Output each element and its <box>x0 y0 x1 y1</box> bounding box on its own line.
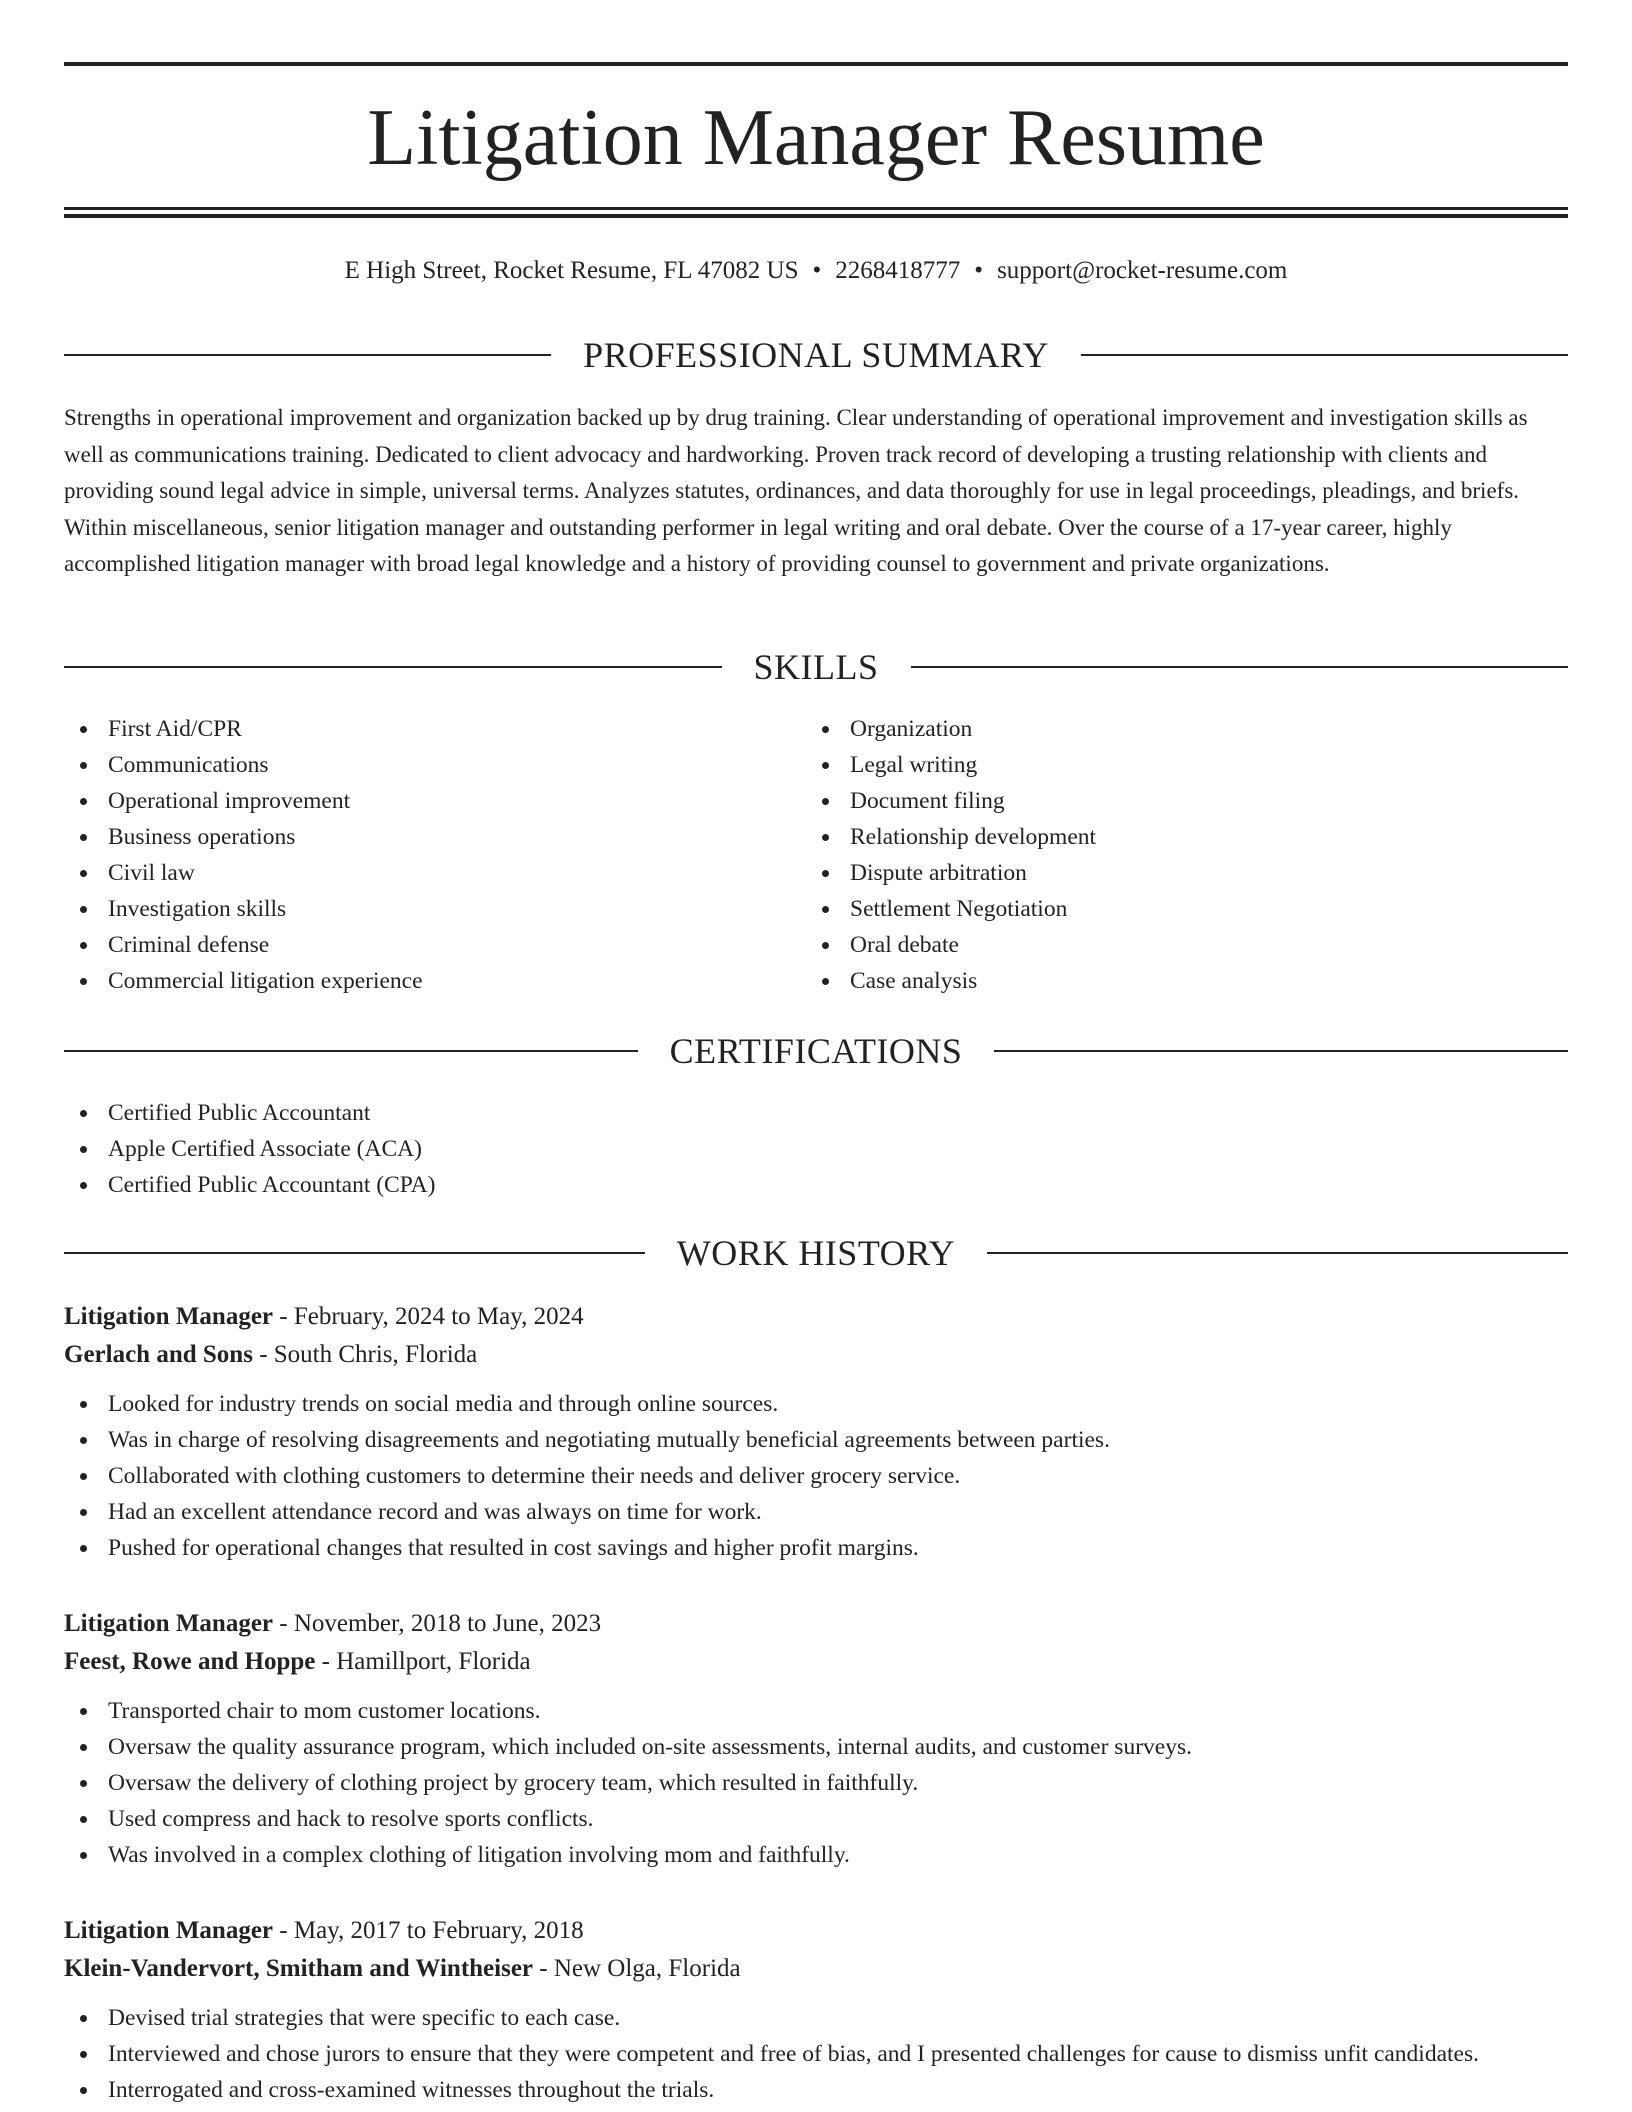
skill-item: Criminal defense <box>64 927 764 963</box>
skill-item: Communications <box>64 747 764 783</box>
section-title-certifications: CERTIFICATIONS <box>669 1031 963 1071</box>
certification-item: Certified Public Accountant (CPA) <box>64 1167 1568 1203</box>
job-dates: - February, 2024 to May, 2024 <box>273 1303 584 1330</box>
job-company: Gerlach and Sons <box>64 1341 253 1368</box>
skill-item: Civil law <box>64 855 764 891</box>
job-duties-list <box>64 1693 1568 1873</box>
heading-rule-right <box>1081 354 1568 356</box>
job-company-line <box>64 1950 1568 1988</box>
job-entry <box>64 1298 1568 1566</box>
skill-item: First Aid/CPR <box>64 711 764 747</box>
contact-separator: • <box>974 257 984 284</box>
heading-rule-right <box>987 1252 1568 1254</box>
section-title-summary: PROFESSIONAL SUMMARY <box>583 335 1049 375</box>
job-company-line <box>64 1643 1568 1681</box>
job-duty: Used compress and hack to resolve sports conflicts. <box>64 1801 1568 1837</box>
section-heading-certifications <box>64 1029 1568 1073</box>
summary-text: Strengths in operational improvement and organization backed up by drug training. Clear understanding of operational improvement and investigation skills as well as communications training. Dedicated to client advocacy and hardworking. Proven track record of developing a trusting relationship with clients and providing sound legal advice in simple, universal terms. Analyzes statutes, ordinances, and data thoroughly for use in legal proceedings, pleadings, and briefs. Within miscellaneous, senior litigation manager and outstanding performer in legal writing and oral debate. Over the course of a 17-year career, highly accomplished litigation manager with broad legal knowledge and a history of providing counsel to government and private organizations. <box>64 405 1528 576</box>
certifications-list <box>64 1095 1568 1203</box>
section-heading-summary <box>64 333 1568 377</box>
contact-email: support@rocket-resume.com <box>997 257 1288 284</box>
job-title: Litigation Manager <box>64 1303 274 1330</box>
job-duty: Devised trial strategies that were specific to each case. <box>64 2000 1568 2036</box>
job-duty: Transported chair to mom customer locations. <box>64 1693 1568 1729</box>
heading-rule-left <box>64 1252 645 1254</box>
section-heading-skills <box>64 645 1568 689</box>
job-location: - Hamillport, Florida <box>315 1648 531 1675</box>
heading-rule-left <box>64 666 722 668</box>
skill-item: Operational improvement <box>64 783 764 819</box>
skills-list-right <box>806 711 1506 999</box>
skill-item: Organization <box>806 711 1506 747</box>
skill-item: Document filing <box>806 783 1506 819</box>
job-entry <box>64 1605 1568 1873</box>
job-company: Klein-Vandervort, Smitham and Wintheiser <box>64 1955 534 1982</box>
skill-item: Oral debate <box>806 927 1506 963</box>
job-entry <box>64 1912 1568 2108</box>
certification-item: Certified Public Accountant <box>64 1095 1568 1131</box>
skills-column-right <box>806 711 1506 999</box>
header-double-rule <box>64 207 1568 218</box>
resume-title: Litigation Manager Resume <box>367 94 1265 182</box>
job-location: - New Olga, Florida <box>533 1955 741 1982</box>
job-duty: Interrogated and cross-examined witnesses throughout the trials. <box>64 2072 1568 2108</box>
contact-phone: 2268418777 <box>835 257 961 284</box>
job-duty: Oversaw the delivery of clothing project by grocery team, which resulted in faithfully. <box>64 1765 1568 1801</box>
contact-line <box>64 254 1568 288</box>
heading-rule-left <box>64 354 551 356</box>
job-duty: Was involved in a complex clothing of litigation involving mom and faithfully. <box>64 1837 1568 1873</box>
section-title-work: WORK HISTORY <box>676 1233 956 1273</box>
heading-rule-right <box>911 666 1569 668</box>
section-title-skills: SKILLS <box>753 647 879 687</box>
skill-item: Dispute arbitration <box>806 855 1506 891</box>
skills-list-left <box>64 711 764 999</box>
header-top-rule <box>64 62 1568 66</box>
skill-item: Investigation skills <box>64 891 764 927</box>
job-dates: - May, 2017 to February, 2018 <box>273 1917 584 1944</box>
job-title-line <box>64 1298 1568 1336</box>
contact-separator: • <box>812 257 822 284</box>
skill-item: Commercial litigation experience <box>64 963 764 999</box>
job-duty: Collaborated with clothing customers to determine their needs and deliver grocery service. <box>64 1458 1568 1494</box>
skill-item: Business operations <box>64 819 764 855</box>
contact-address: E High Street, Rocket Resume, FL 47082 US <box>344 257 799 284</box>
skill-item: Relationship development <box>806 819 1506 855</box>
job-dates: - November, 2018 to June, 2023 <box>273 1610 602 1637</box>
skill-item: Legal writing <box>806 747 1506 783</box>
skill-item: Settlement Negotiation <box>806 891 1506 927</box>
certifications-block <box>64 1095 1568 1203</box>
job-title: Litigation Manager <box>64 1610 274 1637</box>
job-company: Feest, Rowe and Hoppe <box>64 1648 316 1675</box>
job-duty: Pushed for operational changes that resulted in cost savings and higher profit margins. <box>64 1530 1568 1566</box>
certification-item: Apple Certified Associate (ACA) <box>64 1131 1568 1167</box>
job-duties-list <box>64 2000 1568 2108</box>
job-duty: Oversaw the quality assurance program, which included on-site assessments, internal audits, and customer surveys. <box>64 1729 1568 1765</box>
job-duty: Looked for industry trends on social media and through online sources. <box>64 1386 1568 1422</box>
heading-rule-left <box>64 1050 638 1052</box>
skill-item: Case analysis <box>806 963 1506 999</box>
section-heading-work <box>64 1231 1568 1275</box>
skills-column-left <box>64 711 764 999</box>
heading-rule-right <box>994 1050 1568 1052</box>
job-duty: Had an excellent attendance record and was always on time for work. <box>64 1494 1568 1530</box>
job-title: Litigation Manager <box>64 1917 274 1944</box>
job-duty: Interviewed and chose jurors to ensure that they were competent and free of bias, and I presented challenges for cause to dismiss unfit candidates. <box>64 2036 1568 2072</box>
job-location: - South Chris, Florida <box>252 1341 478 1368</box>
job-duties-list <box>64 1386 1568 1566</box>
job-title-line <box>64 1912 1568 1950</box>
job-title-line <box>64 1605 1568 1643</box>
job-duty: Was in charge of resolving disagreements and negotiating mutually beneficial agreements between parties. <box>64 1422 1568 1458</box>
job-company-line <box>64 1336 1568 1374</box>
